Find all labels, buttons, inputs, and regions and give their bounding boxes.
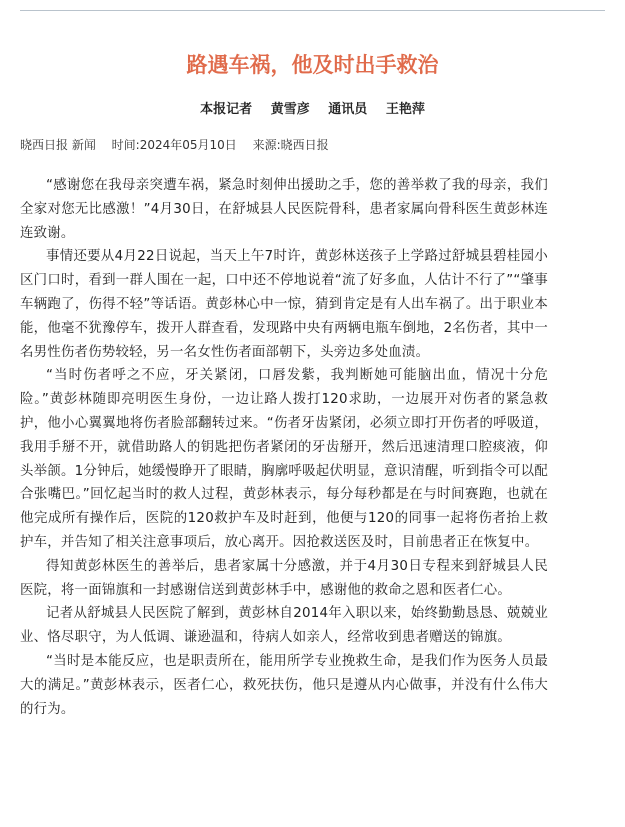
article-body (20, 174, 548, 721)
article-byline (0, 100, 625, 120)
article-paragraph: “感谢您在我母亲突遭车祸，紧急时刻伸出援助之手，您的善举救了我的母亲，我们全家对您无比感激！”4月30日，在舒城县人民医院骨科，患者家属向骨科医生黄彭林连连致谢。 (20, 178, 548, 241)
article-paragraph: 记者从舒城县人民医院了解到，黄彭林自2014年入职以来，始终勤勤恳恳、兢兢业业、恪尽职守，为人低调、谦逊温和，待病人如亲人，经常收到患者赠送的锦旗。 (20, 606, 548, 646)
publish-time: 时间:2024年05月10日 (111, 138, 237, 152)
article-paragraph: “当时是本能反应，也是职责所在，能用所学专业挽救生命，是我们作为医务人员最大的满足。”黄彭林表示，医者仁心，救死扶伤，他只是遵从内心做事，并没有什么伟大的行为。 (20, 653, 548, 717)
article-meta (20, 136, 329, 154)
article-headline: 路遇车祸，他及时出手救治 (186, 52, 439, 78)
article-paragraph: 得知黄彭林医生的善举后，患者家属十分感激，并于4月30日专程来到舒城县人民医院，将一面锦旗和一封感谢信送到黄彭林手中，感谢他的救命之恩和医者仁心。 (20, 558, 548, 598)
source-channel: 晓西日报 新闻 (20, 138, 96, 152)
top-divider (20, 10, 605, 11)
source-label: 来源:晓西日报 (252, 138, 329, 152)
reporter-name: 黄雪彦 (270, 102, 310, 117)
article-paragraph: “当时伤者呼之不应，牙关紧闭，口唇发紫，我判断她可能脑出血，情况十分危险。”黄彭林随即亮明医生身份，一边让路人拨打120求助，一边展开对伤者的紧急救护，他小心翼翼地将伤者脸部翻转过来。“伤者牙齿紧闭，必须立即打开伤者的呼吸道，我用手掰不开，就借助路人的钥匙把伤者紧闭的牙齿掰开，然后迅速清理口腔痰液，仰头举颌。1分钟后，她缓慢睁开了眼睛，胸廓呼吸起伏明显，意识清醒，听到指令可以配合张嘴巴。”回忆起当时的救人过程，黄彭林表示，每分每秒都是在与时间赛跑，也就在他完成所有操作后，医院的120救护车及时赶到，他便与120的同事一起将伤者抬上救护车，并告知了相关注意事项后，放心离开。因抢救送医及时，目前患者正在恢复中。 (20, 368, 548, 550)
article-paragraph: 事情还要从4月22日说起，当天上午7时许，黄彭林送孩子上学路过舒城县碧桂园小区门口时，看到一群人围在一起，口中还不停地说着“流了好多血，人估计不行了”“肇事车辆跑了，伤得不轻”等话语。黄彭林心中一惊，猜到肯定是有人出车祸了。出于职业本能，他毫不犹豫停车，拨开人群查看，发现路中央有两辆电瓶车倒地，2名伤者，其中一名男性伤者伤势较轻，另一名女性伤者面部朝下，头旁边多处血渍。 (20, 249, 548, 360)
correspondent-label: 通讯员 (328, 102, 368, 117)
correspondent-name: 王艳萍 (385, 102, 425, 117)
reporter-label: 本报记者 (200, 102, 253, 117)
